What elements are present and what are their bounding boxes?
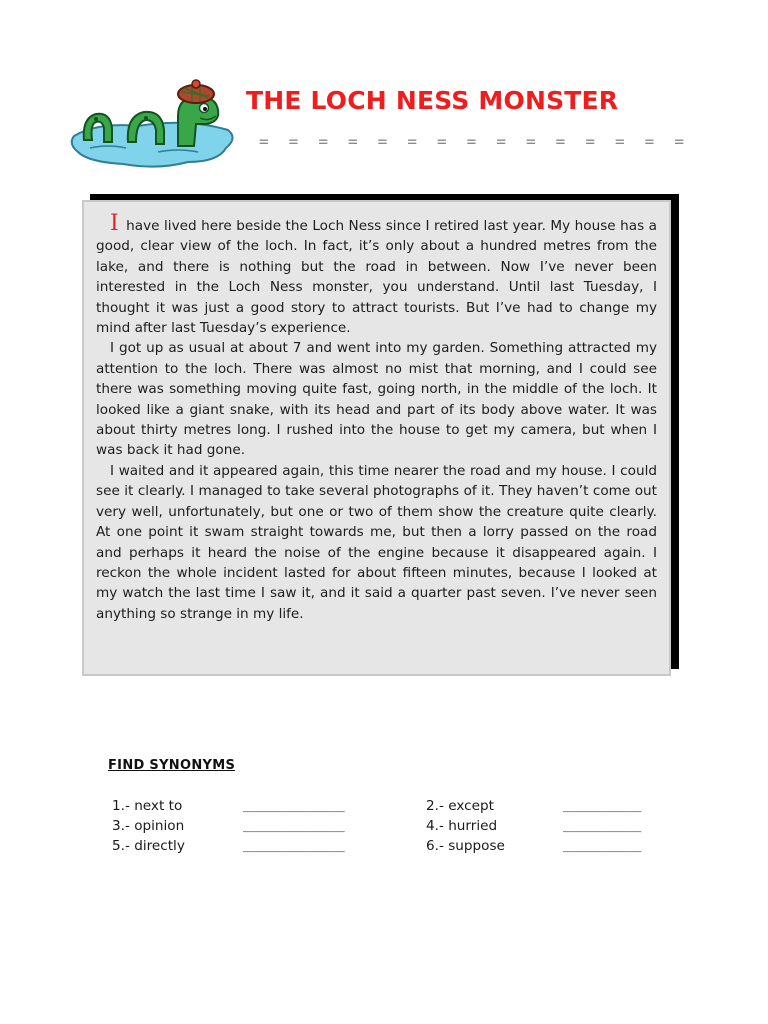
drop-cap: I bbox=[110, 211, 119, 236]
synonyms-heading: FIND SYNONYMS bbox=[108, 758, 236, 773]
title-underline: = = = = = = = = = = = = = = = bbox=[259, 132, 690, 151]
synonym-prompt-4: 4.- hurried bbox=[426, 818, 498, 834]
synonym-prompt-3: 3.- opinion bbox=[112, 818, 185, 834]
synonym-prompt-5: 5.- directly bbox=[112, 838, 185, 854]
story-paragraph-3: I waited and it appeared again, this time nearer the road and my house. I could see it clearly. I managed to take several photographs of it. They haven’t come out very well, unfortunately, but one or two of them show the creature quite clearly. At one point it swam straight towards me, but then a lorry passed on the road and perhaps it heard the noise of the engine because it disappeared again. I reckon the whole incident lasted for about fifteen minutes, because I looked at my watch the last time I saw it, and it said a quarter past seven. I’ve never seen anything so strange in my life. bbox=[96, 462, 657, 622]
story-paragraph-1 bbox=[96, 211, 657, 338]
synonym-answer-blank-6[interactable]: __________ bbox=[563, 838, 642, 853]
story-paragraph-1-text: have lived here beside the Loch Ness since I retired last year. My house has a good, clear view of the loch. In fact, it’s only about a hundred metres from the lake, and there is nothing but the road in between. Now I’ve never been interested in the Loch Ness monster, you understand. Until last Tuesday, I thought it was just a good story to attract tourists. But I’ve had to change my mind after last Tuesday’s experience. bbox=[96, 218, 657, 337]
story-text bbox=[96, 211, 657, 624]
synonym-answer-blank-5[interactable]: _____________ bbox=[243, 838, 345, 853]
synonym-answer-blank-2[interactable]: __________ bbox=[563, 798, 642, 813]
story-box bbox=[82, 200, 671, 676]
synonym-answer-blank-4[interactable]: __________ bbox=[563, 818, 642, 833]
story-paragraph-2: I got up as usual at about 7 and went into my garden. Something attracted my attention to the loch. There was almost no mist that morning, and I could see there was something moving quite fast, going north, in the middle of the loch. It looked like a giant snake, with its head and part of its body above water. It was about thirty metres long. I rushed into the house to get my camera, but when I was back it had gone. bbox=[96, 340, 657, 459]
page-title: THE LOCH NESS MONSTER bbox=[246, 86, 619, 115]
synonym-prompt-6: 6.- suppose bbox=[426, 838, 505, 854]
synonym-answer-blank-1[interactable]: _____________ bbox=[243, 798, 345, 813]
loch-ness-monster-icon bbox=[68, 78, 238, 173]
synonym-answer-blank-3[interactable]: _____________ bbox=[243, 818, 345, 833]
synonym-prompt-2: 2.- except bbox=[426, 798, 494, 814]
synonym-prompt-1: 1.- next to bbox=[112, 798, 183, 814]
